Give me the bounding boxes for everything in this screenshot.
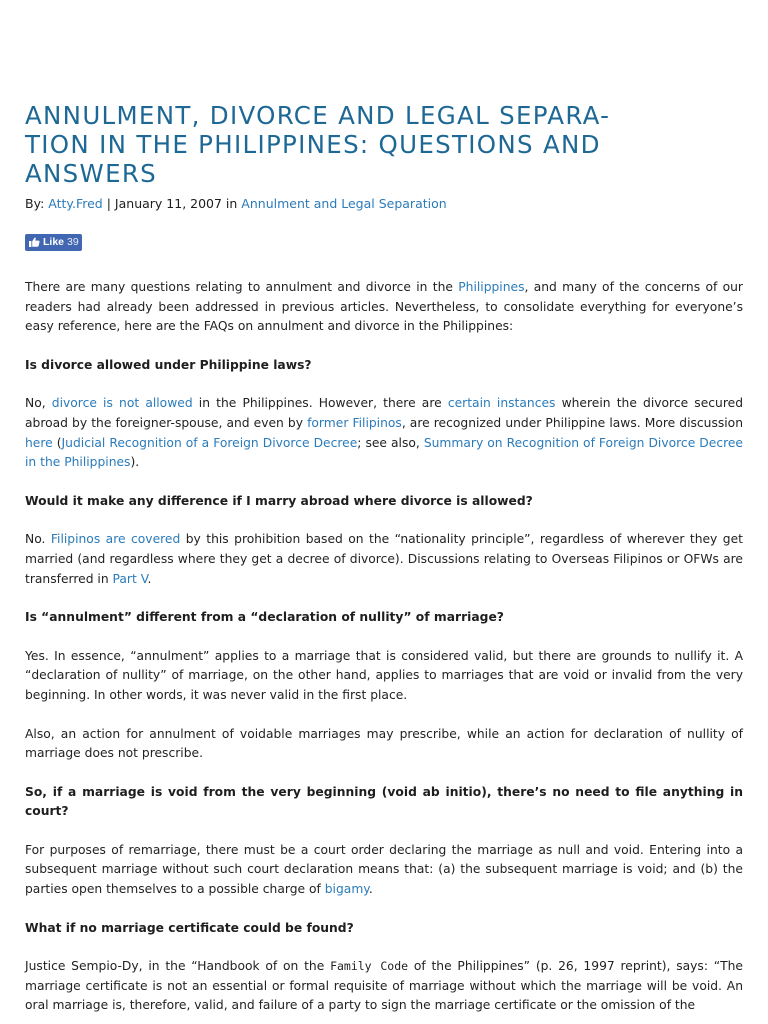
answer-paragraph	[25, 841, 743, 900]
text: by this prohibition based on the “nationality principle”, regardless of wherever they get married (and regardless where they get a decree of divorce). Discussions relating to Overseas Filipinos or OFWs are transferred in	[25, 532, 743, 586]
text: ).	[130, 455, 140, 470]
title-line: ANNULMENT, DIVORCE AND LEGAL SEPARA-	[25, 101, 611, 130]
here-link[interactable]: here	[25, 435, 53, 450]
text: Justice Sempio-Dy, in the “Handbook of on the	[25, 959, 331, 974]
facebook-like-button[interactable]	[25, 234, 82, 251]
text: , and many of the concerns of our readers had already been addressed in previous articles. Nevertheless, to consolidate everything for everyone’s easy reference, here are the FAQs on annulment and divorce in the Philippines:	[25, 280, 743, 334]
certain-instances-link[interactable]: certain instances	[447, 396, 556, 411]
intro-paragraph	[25, 278, 743, 337]
byline-separator: |	[102, 196, 115, 211]
title-line: TION IN THE PHILIPPINES: QUESTIONS AND	[25, 130, 601, 159]
title-line: ANSWERS	[25, 159, 158, 188]
bigamy-link[interactable]: bigamy	[324, 882, 369, 897]
article-body	[25, 278, 743, 1016]
question-heading: Is “annulment” different from a “declaration of nullity” of marriage?	[25, 610, 504, 625]
thumbs-up-icon	[29, 237, 40, 247]
text: .	[368, 882, 373, 897]
question-heading: Is divorce allowed under Philippine laws?	[25, 357, 312, 372]
answer-paragraph: Also, an action for annulment of voidable marriages may prescribe, while an action for declaration of nullity of marriage does not prescribe.	[25, 726, 743, 761]
question-heading: Would it make any difference if I marry abroad where divorce is allowed?	[25, 493, 533, 508]
text: For purposes of remarriage, there must be a court order declaring the marriage as null and void. Entering into a subsequent marriage without such court declaration means that: (a) the subsequent marriage is void; and (b) the parties open themselves to a possible charge of	[25, 842, 743, 897]
like-count: 39	[67, 236, 79, 248]
answer-paragraph	[25, 957, 743, 1016]
text: ; see also,	[357, 435, 424, 450]
text: in the Philippines. However, there are	[192, 396, 448, 411]
text: No,	[25, 396, 52, 411]
social-bar	[25, 232, 743, 252]
category-link[interactable]: Annulment and Legal Separation	[241, 196, 447, 211]
text: No.	[25, 532, 51, 547]
text: (	[52, 435, 62, 450]
text: , are recognized under Philippine laws. More discussion	[401, 415, 743, 430]
former-filipinos-link[interactable]: former Filipinos	[307, 415, 402, 430]
divorce-not-allowed-link[interactable]: divorce is not allowed	[51, 396, 193, 411]
question-heading: What if no marriage certificate could be found?	[25, 920, 354, 935]
philippines-link[interactable]: Philippines	[458, 280, 525, 294]
text: .	[147, 571, 152, 586]
in-label: in	[221, 196, 242, 211]
answer-paragraph	[25, 394, 743, 472]
summary-recognition-link[interactable]: Summary on Recognition of Foreign Divorce Decree in the Philippines	[25, 435, 743, 470]
family-code-text: Family Code	[330, 959, 409, 974]
judicial-recognition-link[interactable]: Judicial Recognition of a Foreign Divorce Decree	[61, 435, 358, 450]
byline	[25, 195, 743, 213]
question-heading: So, if a marriage is void from the very beginning (void ab initio), there’s no need to file anything in court?	[25, 784, 743, 819]
answer-paragraph: Yes. In essence, “annulment” applies to a marriage that is considered valid, but there are grounds to nullify it. A “declaration of nullity” of marriage, on the other hand, applies to marriages that are void or invalid from the very beginning. In other words, it was never valid in the first place.	[25, 648, 743, 702]
author-link[interactable]: Atty.Fred	[48, 196, 103, 211]
article-header	[25, 101, 743, 252]
post-date: January 11, 2007	[114, 196, 222, 211]
page-title	[25, 101, 743, 188]
text: There are many questions relating to annulment and divorce in the	[25, 280, 459, 294]
text: wherein the divorce secured abroad by the foreigner-spouse, and even by	[25, 396, 743, 430]
answer-paragraph	[25, 530, 743, 589]
text: of the Philippines” (p. 26, 1997 reprint), says: “The marriage certificate is not an essential or formal requisite of marriage without which the marriage will be void. An oral marriage is, therefore, valid, and failure of a party to sign the marriage certificate or the omission of the	[25, 959, 743, 1013]
filipinos-covered-link[interactable]: Filipinos are covered	[50, 532, 181, 547]
by-label: By:	[25, 196, 49, 211]
part-v-link[interactable]: Part V	[112, 571, 148, 586]
like-label: Like	[43, 236, 65, 248]
